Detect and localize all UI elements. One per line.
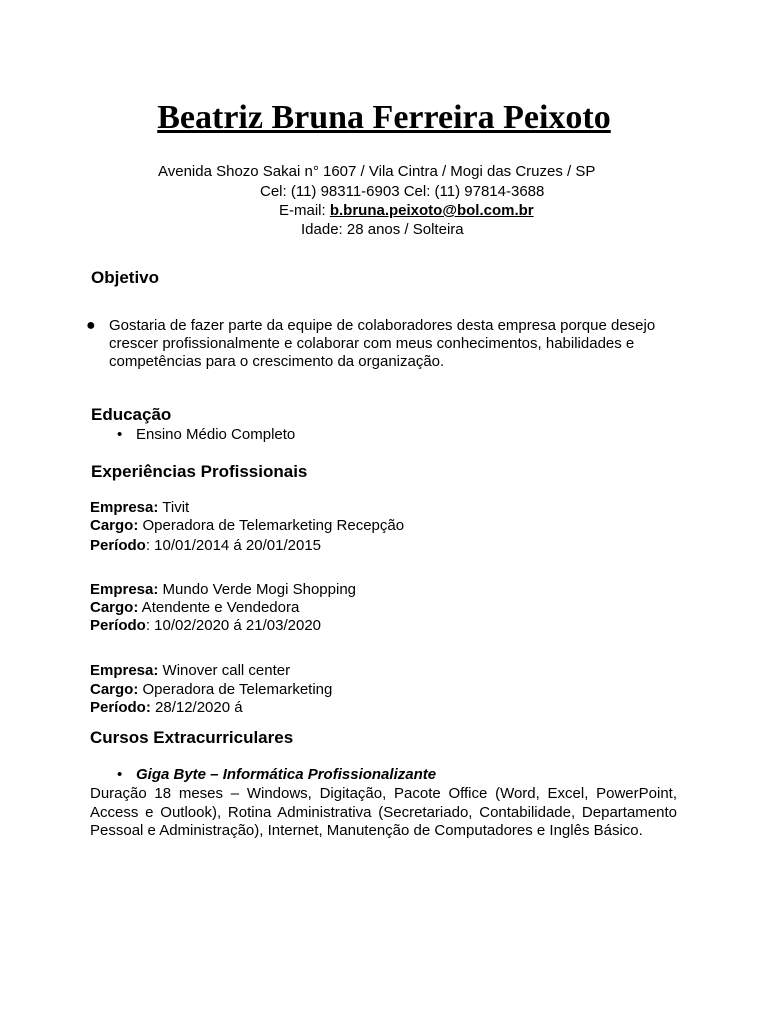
address: Avenida Shozo Sakai n° 1607 / Vila Cintra / Mogi das Cruzes / SP [158,163,596,180]
company-label: Empresa: [90,499,159,516]
role-value: Operadora de Telemarketing Recepção [138,517,405,534]
section-title-objective: Objetivo [91,268,160,287]
period-label: Período [90,617,146,634]
period-value: 28/12/2020 á [150,699,243,716]
company-value: Tivit [158,499,190,516]
bullet-icon: ● [86,317,96,334]
job-role [90,681,332,699]
bullet-icon: • [117,426,123,443]
role-value: Atendente e Vendedora [138,599,300,616]
bullet-icon: • [117,766,123,783]
company-value: Winover call center [158,662,291,679]
course-name: Giga Byte – Informática Profissionalizante [136,766,437,783]
company-label: Empresa: [90,662,159,679]
course-description: Duração 18 meses – Windows, Digitação, Pacote Office (Word, Excel, PowerPoint, Access e Outlook), Rotina Administrativa (Secretariado, Contabilidade, Departamento Pessoal e Administração), Internet, Manutenção de Computadores e Inglês Básico. [90,785,677,839]
role-label: Cargo: [90,681,139,698]
role-label: Cargo: [90,599,139,616]
job-period [90,699,243,717]
section-title-courses: Cursos Extracurriculares [90,728,294,747]
candidate-name: Beatriz Bruna Ferreira Peixoto [157,99,611,136]
job-company [90,499,189,517]
email-line [279,202,534,220]
company-value: Mundo Verde Mogi Shopping [158,581,357,598]
phone-numbers: Cel: (11) 98311-6903 Cel: (11) 97814-3688 [260,183,545,200]
email-link[interactable]: b.bruna.peixoto@bol.com.br [329,202,534,219]
job-company [90,662,290,680]
period-value: : 10/02/2020 á 21/03/2020 [145,617,322,634]
company-label: Empresa: [90,581,159,598]
period-label: Período: [90,699,151,716]
age-status: Idade: 28 anos / Solteira [301,221,464,238]
job-period [90,617,321,635]
email-label: E-mail: [279,202,330,219]
role-value: Operadora de Telemarketing [138,681,333,698]
period-label: Período [90,537,146,554]
section-title-experience: Experiências Profissionais [91,462,308,481]
job-company [90,581,356,599]
role-label: Cargo: [90,517,139,534]
objective-text: Gostaria de fazer parte da equipe de colaboradores desta empresa porque desejo crescer profissionalmente e colaborar com meus conhecimentos, habilidades e competências para o crescimento da organização. [109,317,656,370]
period-value: : 10/01/2014 á 20/01/2015 [145,537,322,554]
job-role [90,517,404,535]
job-period [90,537,321,555]
section-title-education: Educação [91,405,172,424]
education-item: Ensino Médio Completo [136,426,296,443]
job-role [90,599,299,617]
